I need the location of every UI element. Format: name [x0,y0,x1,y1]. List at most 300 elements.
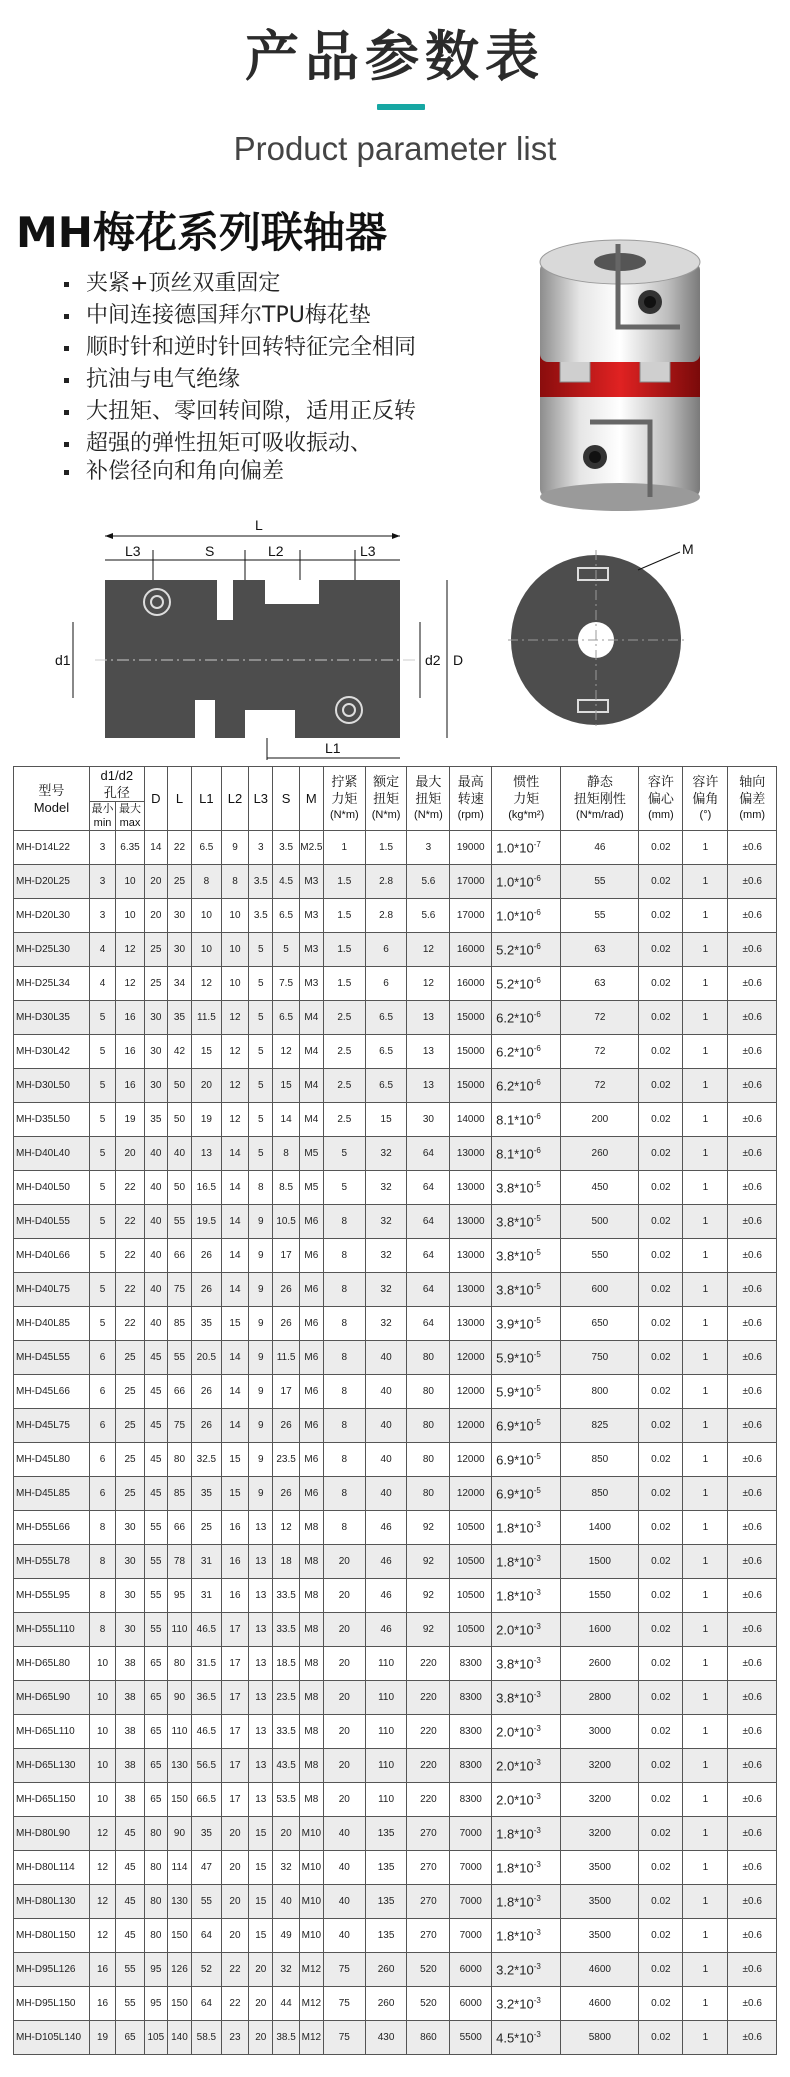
cell-S: 33.5 [273,1715,299,1749]
cell-max: 12 [116,967,145,1001]
cell-inertia [492,1987,561,2021]
cell-min: 6 [89,1375,115,1409]
cell-M: M6 [299,1239,323,1273]
cell-min: 3 [89,865,115,899]
cell-L3: 3 [249,831,273,865]
cell-inertia-exponent: -5 [533,1485,541,1495]
cell-min: 10 [89,1647,115,1681]
cell-maxt: 220 [407,1647,450,1681]
cell-stiff: 72 [561,1001,639,1035]
cell-min: 12 [89,1919,115,1953]
cell-angular: 1 [683,1579,728,1613]
cell-speed: 10500 [450,1613,492,1647]
cell-model: MH-D105L140 [14,2021,90,2055]
cell-inertia-base: 8.1*10 [496,1146,534,1162]
cell-axial: ±0.6 [728,1477,777,1511]
cell-inertia-exponent: -5 [533,1179,541,1189]
cell-D: 25 [144,967,167,1001]
cell-speed: 17000 [450,899,492,933]
cell-L3: 13 [249,1715,273,1749]
cell-D: 65 [144,1681,167,1715]
cell-radial: 0.02 [639,1545,683,1579]
cell-inertia-base: 3.8*10 [496,1214,534,1230]
header-radial-a: 容许 [647,774,674,789]
cell-max: 22 [116,1307,145,1341]
cell-M: M6 [299,1205,323,1239]
cell-M: M3 [299,967,323,1001]
cell-min: 6 [89,1477,115,1511]
cell-maxt: 860 [407,2021,450,2055]
header-max-torque [407,767,450,831]
cell-L: 110 [167,1613,191,1647]
cell-inertia-base: 1.0*10 [496,840,534,856]
cell-speed: 14000 [450,1103,492,1137]
cell-inertia-exponent: -6 [533,975,541,985]
cell-rated: 135 [365,1919,407,1953]
cell-L: 110 [167,1715,191,1749]
cell-speed: 16000 [450,933,492,967]
cell-inertia [492,1035,561,1069]
cell-rated: 1.5 [365,831,407,865]
cell-L2: 14 [221,1341,248,1375]
header-rated-unit: (N*m) [371,809,401,821]
header-stiff-unit: (N*m/rad) [576,809,624,821]
cell-L2: 10 [221,899,248,933]
cell-model: MH-D20L30 [14,899,90,933]
cell-inertia-exponent: -5 [533,1247,541,1257]
cell-S: 15 [273,1069,299,1103]
cell-L2: 12 [221,1103,248,1137]
cell-inertia [492,1749,561,1783]
cell-min: 5 [89,1171,115,1205]
cell-min: 6 [89,1341,115,1375]
cell-D: 35 [144,1103,167,1137]
cell-L: 150 [167,1987,191,2021]
product-title: MH梅花系列联轴器 [16,208,387,257]
cell-angular: 1 [683,1987,728,2021]
cell-L2: 14 [221,1239,248,1273]
cell-L: 50 [167,1171,191,1205]
cell-max: 38 [116,1681,145,1715]
cell-L1: 46.5 [192,1715,222,1749]
cell-M: M8 [299,1647,323,1681]
cell-M: M6 [299,1443,323,1477]
cell-inertia [492,1409,561,1443]
cell-S: 26 [273,1409,299,1443]
cell-tight: 40 [323,1885,365,1919]
cell-inertia [492,1171,561,1205]
cell-axial: ±0.6 [728,1103,777,1137]
cell-inertia [492,1851,561,1885]
cell-speed: 12000 [450,1409,492,1443]
cell-angular: 1 [683,1851,728,1885]
cell-inertia-exponent: -5 [533,1383,541,1393]
cell-L: 55 [167,1341,191,1375]
feature-item: 抗油与电气绝缘 [64,364,416,396]
cell-maxt: 92 [407,1511,450,1545]
cell-radial: 0.02 [639,1477,683,1511]
cell-tight: 2.5 [323,1069,365,1103]
cell-axial: ±0.6 [728,1749,777,1783]
cell-L3: 5 [249,1103,273,1137]
cell-L3: 5 [249,1137,273,1171]
cell-radial: 0.02 [639,2021,683,2055]
header-D: D [144,767,167,831]
cell-L: 75 [167,1273,191,1307]
table-row [14,1443,777,1477]
cell-tight: 8 [323,1409,365,1443]
cell-L1: 31.5 [192,1647,222,1681]
cell-min: 5 [89,1069,115,1103]
cell-L3: 9 [249,1443,273,1477]
table-row [14,1647,777,1681]
cell-rated: 46 [365,1613,407,1647]
cell-angular: 1 [683,899,728,933]
table-row [14,1103,777,1137]
cell-L: 66 [167,1511,191,1545]
cell-S: 44 [273,1987,299,2021]
cell-min: 3 [89,899,115,933]
cell-S: 17 [273,1239,299,1273]
cell-tight: 40 [323,1919,365,1953]
cell-tight: 8 [323,1239,365,1273]
cell-maxt: 520 [407,1953,450,1987]
cell-S: 3.5 [273,831,299,865]
table-row [14,1205,777,1239]
header-bore [89,767,144,802]
cell-inertia [492,1545,561,1579]
cell-stiff: 1400 [561,1511,639,1545]
cell-model: MH-D65L80 [14,1647,90,1681]
cell-model: MH-D30L35 [14,1001,90,1035]
cell-L2: 17 [221,1681,248,1715]
cell-inertia-base: 1.8*10 [496,1860,534,1876]
cell-inertia-base: 6.2*10 [496,1078,534,1094]
cell-tight: 8 [323,1273,365,1307]
cell-L3: 9 [249,1307,273,1341]
cell-S: 6.5 [273,899,299,933]
cell-inertia-exponent: -6 [533,873,541,883]
side-view-diagram [55,510,485,760]
cell-inertia-base: 1.8*10 [496,1588,534,1604]
header-radial-b: 偏心 [647,791,674,806]
cell-inertia-exponent: -3 [533,1825,541,1835]
cell-max: 45 [116,1817,145,1851]
cell-angular: 1 [683,1001,728,1035]
cell-model: MH-D95L150 [14,1987,90,2021]
cell-max: 38 [116,1749,145,1783]
cell-inertia [492,1205,561,1239]
cell-inertia-base: 6.2*10 [496,1010,534,1026]
cell-L1: 12 [192,967,222,1001]
cell-maxt: 92 [407,1579,450,1613]
cell-M: M4 [299,1035,323,1069]
cell-L2: 14 [221,1409,248,1443]
header-S: S [273,767,299,831]
cell-L1: 35 [192,1817,222,1851]
cell-min: 5 [89,1205,115,1239]
cell-tight: 8 [323,1205,365,1239]
cell-inertia [492,1341,561,1375]
cell-axial: ±0.6 [728,1307,777,1341]
cell-tight: 5 [323,1171,365,1205]
cell-max: 6.35 [116,831,145,865]
cell-inertia [492,831,561,865]
cell-M: M8 [299,1613,323,1647]
cell-inertia-base: 1.8*10 [496,1928,534,1944]
cell-inertia [492,1069,561,1103]
cell-inertia-exponent: -6 [533,1145,541,1155]
cell-model: MH-D30L42 [14,1035,90,1069]
cell-tight: 1 [323,831,365,865]
cell-L2: 17 [221,1715,248,1749]
cell-min: 10 [89,1681,115,1715]
cell-L1: 10 [192,933,222,967]
cell-rated: 260 [365,1953,407,1987]
cell-L1: 26 [192,1409,222,1443]
cell-D: 30 [144,1001,167,1035]
cell-L: 85 [167,1477,191,1511]
cell-axial: ±0.6 [728,1885,777,1919]
cell-inertia-exponent: -3 [533,2029,541,2039]
cell-stiff: 750 [561,1341,639,1375]
cell-inertia-exponent: -6 [533,1077,541,1087]
cell-inertia-base: 6.2*10 [496,1044,534,1060]
cell-tight: 1.5 [323,865,365,899]
cell-axial: ±0.6 [728,1545,777,1579]
cell-model: MH-D45L55 [14,1341,90,1375]
cell-angular: 1 [683,967,728,1001]
cell-M: M10 [299,1817,323,1851]
cell-axial: ±0.6 [728,933,777,967]
cell-D: 14 [144,831,167,865]
cell-L3: 3.5 [249,865,273,899]
header-axial-unit: (mm) [739,809,766,821]
cell-L3: 15 [249,1919,273,1953]
table-row [14,1239,777,1273]
cell-S: 38.5 [273,2021,299,2055]
cell-maxt: 12 [407,967,450,1001]
cell-S: 5 [273,933,299,967]
cell-L2: 15 [221,1477,248,1511]
cell-D: 55 [144,1511,167,1545]
cell-inertia-base: 1.0*10 [496,908,534,924]
cell-inertia-exponent: -3 [533,1757,541,1767]
cell-model: MH-D80L150 [14,1919,90,1953]
cell-angular: 1 [683,933,728,967]
cell-D: 45 [144,1341,167,1375]
cell-M: M6 [299,1273,323,1307]
cell-D: 80 [144,1919,167,1953]
cell-L3: 9 [249,1409,273,1443]
cell-L: 126 [167,1953,191,1987]
cell-M: M2.5 [299,831,323,865]
cell-stiff: 72 [561,1035,639,1069]
header-speed-b: 转速 [457,791,484,806]
cell-L1: 11.5 [192,1001,222,1035]
cell-radial: 0.02 [639,1511,683,1545]
cell-min: 10 [89,1783,115,1817]
table-row [14,1511,777,1545]
cell-inertia-base: 2.0*10 [496,1792,534,1808]
cell-stiff: 3000 [561,1715,639,1749]
header-axial-a: 轴向 [739,774,766,789]
cell-M: M8 [299,1715,323,1749]
cell-D: 45 [144,1409,167,1443]
cell-D: 65 [144,1783,167,1817]
cell-model: MH-D55L95 [14,1579,90,1613]
table-row [14,1409,777,1443]
cell-L1: 10 [192,899,222,933]
cell-D: 105 [144,2021,167,2055]
header-angular-offset [683,767,728,831]
cell-angular: 1 [683,1171,728,1205]
header-rated-torque [365,767,407,831]
cell-D: 40 [144,1171,167,1205]
cell-M: M8 [299,1511,323,1545]
dim-label-L3-left: L3 [125,543,141,559]
cell-D: 55 [144,1613,167,1647]
cell-L2: 9 [221,831,248,865]
cell-L: 66 [167,1239,191,1273]
cell-tight: 20 [323,1613,365,1647]
cell-M: M5 [299,1171,323,1205]
cell-min: 5 [89,1307,115,1341]
cell-radial: 0.02 [639,1035,683,1069]
cell-model: MH-D40L40 [14,1137,90,1171]
cell-inertia-base: 3.9*10 [496,1316,534,1332]
cell-tight: 75 [323,1953,365,1987]
cell-max: 30 [116,1579,145,1613]
cell-L: 25 [167,865,191,899]
cell-rated: 40 [365,1409,407,1443]
cell-stiff: 1550 [561,1579,639,1613]
cell-L: 22 [167,831,191,865]
cell-max: 30 [116,1545,145,1579]
cell-angular: 1 [683,865,728,899]
cell-speed: 12000 [450,1477,492,1511]
table-row [14,1885,777,1919]
cell-tight: 20 [323,1681,365,1715]
table-row [14,865,777,899]
cell-maxt: 80 [407,1341,450,1375]
cell-speed: 13000 [450,1239,492,1273]
cell-angular: 1 [683,2021,728,2055]
cell-inertia-base: 3.8*10 [496,1690,534,1706]
cell-L2: 12 [221,1001,248,1035]
cell-M: M4 [299,1103,323,1137]
cell-angular: 1 [683,1953,728,1987]
table-row [14,899,777,933]
cell-tight: 8 [323,1307,365,1341]
cell-speed: 6000 [450,1953,492,1987]
table-row [14,1681,777,1715]
cell-L3: 13 [249,1613,273,1647]
cell-S: 12 [273,1511,299,1545]
cell-axial: ±0.6 [728,1511,777,1545]
cell-inertia-base: 1.8*10 [496,1554,534,1570]
cell-tight: 40 [323,1817,365,1851]
cell-maxt: 5.6 [407,899,450,933]
table-row [14,1069,777,1103]
cell-min: 3 [89,831,115,865]
cell-speed: 19000 [450,831,492,865]
cell-inertia [492,1137,561,1171]
table-row [14,1987,777,2021]
cell-L3: 20 [249,1953,273,1987]
cell-L2: 22 [221,1987,248,2021]
table-row [14,1001,777,1035]
cell-rated: 15 [365,1103,407,1137]
table-row [14,1919,777,1953]
cell-speed: 15000 [450,1001,492,1035]
cell-stiff: 55 [561,865,639,899]
cell-D: 65 [144,1715,167,1749]
cell-stiff: 3500 [561,1885,639,1919]
cell-inertia-base: 6.9*10 [496,1418,534,1434]
cell-L: 130 [167,1749,191,1783]
cell-angular: 1 [683,1443,728,1477]
cell-inertia [492,2021,561,2055]
cell-S: 7.5 [273,967,299,1001]
dim-label-d1: d1 [55,652,71,668]
cell-model: MH-D55L110 [14,1613,90,1647]
cell-inertia [492,1103,561,1137]
cell-L: 150 [167,1783,191,1817]
cell-M: M3 [299,933,323,967]
cell-M: M12 [299,1953,323,1987]
cell-stiff: 4600 [561,1953,639,1987]
cell-radial: 0.02 [639,1817,683,1851]
cell-tight: 20 [323,1545,365,1579]
cell-S: 6.5 [273,1001,299,1035]
cell-max: 25 [116,1341,145,1375]
cell-maxt: 80 [407,1375,450,1409]
cell-rated: 430 [365,2021,407,2055]
header-bore-symbol: d1/d2 [100,768,134,783]
cell-D: 55 [144,1579,167,1613]
cell-angular: 1 [683,1103,728,1137]
cell-L3: 5 [249,1001,273,1035]
cell-S: 40 [273,1885,299,1919]
cell-inertia-base: 1.0*10 [496,874,534,890]
cell-rated: 135 [365,1851,407,1885]
cell-L1: 20.5 [192,1341,222,1375]
cell-angular: 1 [683,1239,728,1273]
cell-L: 66 [167,1375,191,1409]
cell-L3: 15 [249,1851,273,1885]
cell-D: 95 [144,1953,167,1987]
cell-inertia-exponent: -3 [533,1859,541,1869]
cell-speed: 16000 [450,967,492,1001]
cell-D: 30 [144,1035,167,1069]
cell-radial: 0.02 [639,1749,683,1783]
cell-L: 130 [167,1885,191,1919]
cell-inertia-exponent: -3 [533,1621,541,1631]
cell-M: M8 [299,1545,323,1579]
cell-inertia [492,1001,561,1035]
cell-D: 20 [144,865,167,899]
cell-maxt: 13 [407,1035,450,1069]
feature-list [64,268,416,488]
cell-model: MH-D65L150 [14,1783,90,1817]
cell-tight: 20 [323,1783,365,1817]
cell-inertia [492,1919,561,1953]
cell-model: MH-D55L78 [14,1545,90,1579]
cell-rated: 40 [365,1443,407,1477]
cell-maxt: 64 [407,1171,450,1205]
cell-L3: 5 [249,1035,273,1069]
